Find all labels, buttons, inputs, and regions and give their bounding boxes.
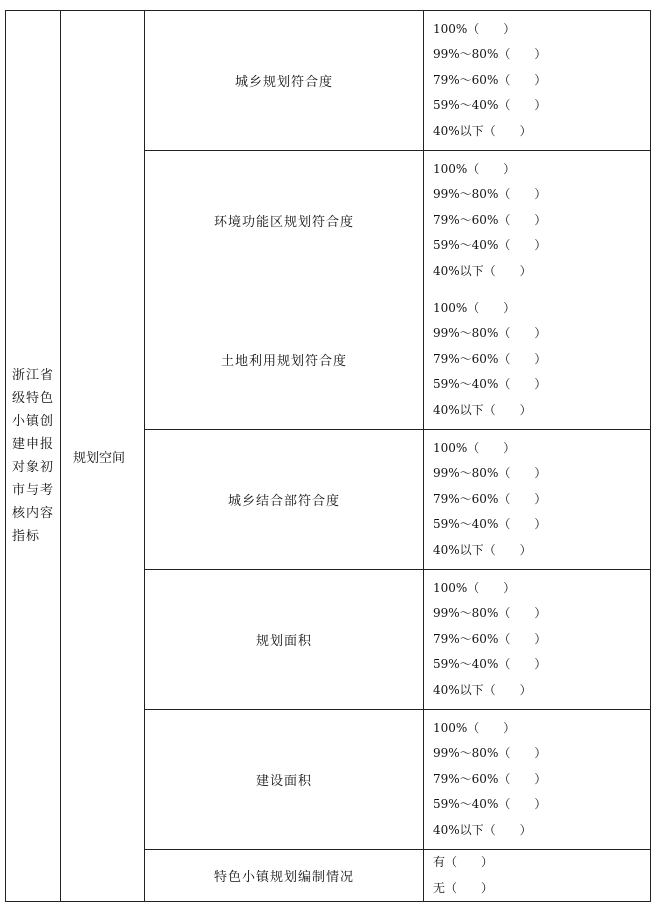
indicator-cell (145, 570, 424, 710)
option-item[interactable]: 40%以下（ ） (433, 263, 532, 278)
option-item[interactable]: 99%～80%（ ） (433, 606, 547, 621)
option-item[interactable]: 59%～40%（ ） (433, 98, 547, 113)
indicator-label: 城乡结合部符合度 (227, 494, 340, 509)
table-row (6, 11, 651, 151)
option-item[interactable]: 79%～60%（ ） (433, 491, 547, 506)
options-cell (424, 430, 651, 570)
option-item[interactable]: 99%～80%（ ） (433, 466, 547, 481)
option-item[interactable]: 无（ ） (433, 880, 494, 895)
option-item[interactable]: 79%～60%（ ） (433, 72, 547, 87)
option-item[interactable]: 59%～40%（ ） (433, 377, 547, 392)
category-label: 浙江省级特色小镇创建申报对象初市与考核内容指标 (12, 368, 55, 544)
options-cell (424, 850, 651, 902)
dimension-cell (61, 11, 145, 902)
option-item[interactable]: 40%以下（ ） (433, 822, 532, 837)
option-item[interactable]: 40%以下（ ） (433, 682, 532, 697)
indicator-cell (145, 850, 424, 902)
option-item[interactable]: 40%以下（ ） (433, 123, 532, 138)
option-item[interactable]: 99%～80%（ ） (433, 187, 547, 202)
indicator-cell (145, 710, 424, 850)
option-item[interactable]: 40%以下（ ） (433, 402, 532, 417)
options-cell (424, 710, 651, 850)
option-item[interactable]: 100%（ ） (433, 162, 516, 177)
option-item[interactable]: 100%（ ） (433, 22, 516, 37)
option-item[interactable]: 100%（ ） (433, 301, 516, 316)
option-item[interactable]: 79%～60%（ ） (433, 631, 547, 646)
indicator-cell (145, 430, 424, 570)
option-item[interactable]: 40%以下（ ） (433, 542, 532, 557)
option-item[interactable]: 99%～80%（ ） (433, 746, 547, 761)
indicator-cell (145, 11, 424, 151)
option-item[interactable]: 100%（ ） (433, 441, 516, 456)
category-cell (6, 11, 61, 902)
indicator-label: 城乡规划符合度 (234, 75, 333, 90)
option-item[interactable]: 59%～40%（ ） (433, 797, 547, 812)
option-item[interactable]: 79%～60%（ ） (433, 212, 547, 227)
indicator-cell (145, 151, 424, 430)
option-item[interactable]: 59%～40%（ ） (433, 657, 547, 672)
indicator-table (5, 10, 651, 902)
option-item[interactable]: 99%～80%（ ） (433, 47, 547, 62)
options-cell (424, 11, 651, 151)
indicator-label: 特色小镇规划编制情况 (213, 870, 354, 885)
option-item[interactable]: 99%～80%（ ） (433, 326, 547, 341)
option-item[interactable]: 59%～40%（ ） (433, 238, 547, 253)
option-item[interactable]: 100%（ ） (433, 581, 516, 596)
indicator-label: 建设面积 (255, 774, 312, 789)
option-item[interactable]: 59%～40%（ ） (433, 517, 547, 532)
indicator-label: 土地利用规划符合度 (220, 354, 347, 369)
indicator-label: 环境功能区规划符合度 (213, 215, 354, 230)
option-item[interactable]: 有（ ） (433, 855, 494, 870)
option-item[interactable]: 100%（ ） (433, 721, 516, 736)
options-cell (424, 151, 651, 430)
indicator-label: 规划面积 (255, 634, 312, 649)
options-cell (424, 570, 651, 710)
dimension-label: 规划空间 (73, 450, 126, 466)
option-item[interactable]: 79%～60%（ ） (433, 351, 547, 366)
option-item[interactable]: 79%～60%（ ） (433, 771, 547, 786)
